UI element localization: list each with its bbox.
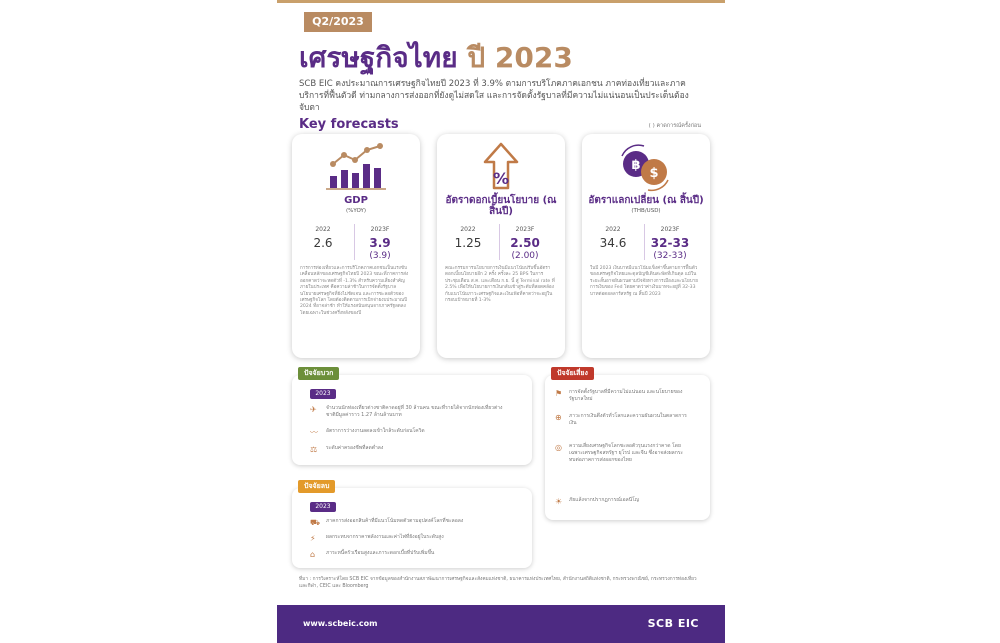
export-icon: ⛟ <box>310 518 321 527</box>
title-year: ปี 2023 <box>467 41 573 74</box>
intro-text: SCB EIC คงประมาณการเศรษฐกิจไทยปี 2023 ที่ 3.9% ตามการบริโภคภาคเอกชน ภาคท่องเที่ยวและภาคบริการที่ฟื้นตัวดี ท่ามกลางการส่งออกที่ยังดูไม่สดใส และการจัดตั้งรัฐบาลที่มีความไม่แน่นอนเป็นประเด็นต้องจับตา <box>299 79 689 113</box>
weather-icon: ☀ <box>555 497 563 506</box>
previous-forecast: (2.00) <box>511 251 539 261</box>
card-description: การการท่องเที่ยวและการบริโภคภาคเอกชนเป็นแรงขับเคลื่อนหลักของเศรษฐกิจไทยปี 2023 ขณะที่ภาคการส่งออกคาดว่าจะหดตัวที่ -1.3% สำหรับความเสี่ยงสำคัญภายในประเทศ คือความล่าช้าในการจัดตั้งรัฐบาล นโยบายเศรษฐกิจที่ยังไม่ชัดเจน และการชะลอตัวของเศรษฐกิจโลก โดยต้องติดตามการเบิกจ่ายงบประมาณปี 2024 ที่อาจล่าช้า ทำให้แรงสนับสนุนจากภาครัฐลดลง โดยเฉพาะในช่วงครึ่งหลังของปี <box>300 266 409 316</box>
year-forecast: 2023F <box>660 226 680 233</box>
title-main: เศรษฐกิจไทย <box>299 41 458 74</box>
consumption-icon: ⚖ <box>310 445 318 454</box>
negative-year: 2023 <box>310 502 336 512</box>
card-unit: (THB/USD) <box>631 208 661 214</box>
value-forecast: 3.9 <box>369 236 391 250</box>
previous-forecast: (3.9) <box>369 251 391 261</box>
card-unit: (%YOY) <box>346 208 366 214</box>
year-forecast: 2023F <box>370 226 390 233</box>
source-note: ที่มา : การวิเคราะห์โดย SCB EIC จากข้อมูลของสำนักงานสภาพัฒนาการเศรษฐกิจและสังคมแห่งชาติ, ธนาคารแห่งประเทศไทย, สำนักงานสถิติแห่งชาติ, กระทรวงพาณิชย์, กระทรวงการท่องเที่ยวและกีฬา, CEIC และ Bloomberg <box>299 577 697 589</box>
website-link[interactable]: www.scbeic.com <box>303 619 378 628</box>
year-actual: 2022 <box>605 226 621 233</box>
year-actual: 2022 <box>460 226 476 233</box>
tourism-icon: ✈ <box>310 405 317 414</box>
page-title <box>299 36 573 80</box>
percent-up-arrow-icon <box>437 142 565 192</box>
forecast-card-gdp <box>292 134 420 358</box>
infographic-page <box>277 0 725 643</box>
value-forecast: 32-33 <box>650 236 690 250</box>
economy-icon: ◎ <box>555 443 562 452</box>
card-description: ในปี 2023 เงินบาทมีแนวโน้มแข็งค่าขึ้นตามการฟื้นตัวของเศรษฐกิจไทยและดุลบัญชีเดินสะพัดที่เกินดุล แม้ในระยะสั้นอาจผันผวนตามปัจจัยทางการเมืองและนโยบายการเงินของ Fed โดยคาดว่าค่าเงินบาทจะอยู่ที่ 32-33 บาทต่อดอลลาร์สหรัฐ ณ สิ้นปี 2023 <box>590 266 698 297</box>
risk-factors-header: ปัจจัยเสี่ยง <box>551 367 594 380</box>
card-label: GDP <box>344 195 368 206</box>
positive-year: 2023 <box>310 389 336 399</box>
quarter-tag: Q2/2023 <box>304 12 372 32</box>
debt-icon: ⌂ <box>310 550 316 559</box>
positive-factors-panel: ปัจจัยบวก 2023 ✈ จำนวนนักท่องเที่ยวต่างชาติคาดอยู่ที่ 30 ล้านคน ขณะที่รายได้จากนักท่องเที่ยวต่างชาติมีมูลค่าราว 1.27 ล้านล้านบาท 〰 อัตราการว่างงานลดลงเข้าใกล้ระดับก่อนโควิด ⚖ ระดับค่าครองชีพที่ลดต่ำลง <box>292 375 532 465</box>
card-label: อัตราแลกเปลี่ยน (ณ สิ้นปี) <box>588 195 704 206</box>
negative-factors-panel: ปัจจัยลบ 2023 ⛟ ภาคการส่งออกสินค้าที่มีแนวโน้มหดตัวตามอุปสงค์โลกที่ชะลอลง ⚡ ผลกระทบจากราคาพลังงานและค่าไฟที่ยังอยู่ในระดับสูง ⌂ ภาระหนี้ครัวเรือนสูงและภาระดอกเบี้ยที่ปรับเพิ่มขึ้น <box>292 488 532 568</box>
year-forecast: 2023F <box>515 226 535 233</box>
key-forecasts-heading: Key forecasts <box>299 117 399 132</box>
value-actual: 2.6 <box>313 236 333 250</box>
year-actual: 2022 <box>315 226 331 233</box>
forecast-card-exchange-rate <box>582 134 710 358</box>
forecast-card-policy-rate <box>437 134 565 358</box>
card-label: อัตราดอกเบี้ยนโยบาย (ณ สิ้นปี) <box>445 195 557 217</box>
bar-chart-growth-icon <box>292 142 420 192</box>
svg-text:฿: ฿ <box>631 158 641 173</box>
currency-exchange-icon <box>582 142 710 192</box>
top-accent-bar <box>277 0 725 3</box>
previous-forecast: (32-33) <box>653 251 687 261</box>
value-forecast: 2.50 <box>510 236 540 250</box>
positive-factors-header: ปัจจัยบวก <box>298 367 339 380</box>
brand-logo: SCB EIC <box>647 617 699 630</box>
politics-icon: ⚑ <box>555 389 563 398</box>
inflation-icon: ⚡ <box>310 534 316 543</box>
trend-icon: 〰 <box>310 428 318 437</box>
negative-factors-header: ปัจจัยลบ <box>298 480 335 493</box>
value-actual: 34.6 <box>599 236 627 250</box>
card-description: คณะกรรมการนโยบายการเงินมีแนวโน้มปรับขึ้นอัตราดอกเบี้ยนโยบายอีก 2 ครั้ง ครั้งละ 25 BPS ในการประชุมเดือน ส.ค. และเดือน ก.ย. นี้ สู่ Terminal rate ที่ 2.5% เพื่อให้นโยบายการเงินกลับเข้าสู่ระดับที่สอดคล้องกับแนวโน้มภาวะเศรษฐกิจและเงินเฟ้อที่คาดว่าจะอยู่ในกรอบเป้าหมายที่ 1-3% <box>445 266 555 304</box>
risk-factors-panel: ปัจจัยเสี่ยง ⚑ การจัดตั้งรัฐบาลที่มีความไม่แน่นอน และนโยบายของรัฐบาลใหม่ ⊕ ภาวะการเงินตึงตัวทั่วโลกและความผันผวนในตลาดการเงิน ◎ ความเสี่ยงเศรษฐกิจโลกชะลอตัวรุนแรงกว่าคาด โดยเฉพาะเศรษฐกิจสหรัฐฯ ยุโรป และจีน ซึ่งอาจส่งผลกระทบต่อภาคการส่งออกของไทย ☀ ภัยแล้งจากปรากฏการณ์เอลนีโญ <box>545 375 710 520</box>
unit-note: ( ) คาดการณ์ครั้งก่อน <box>648 123 701 129</box>
value-actual: 1.25 <box>454 236 482 250</box>
footer-bar <box>277 605 725 643</box>
finance-icon: ⊕ <box>555 413 562 422</box>
svg-text:%: % <box>492 169 510 188</box>
svg-text:$: $ <box>649 166 659 181</box>
